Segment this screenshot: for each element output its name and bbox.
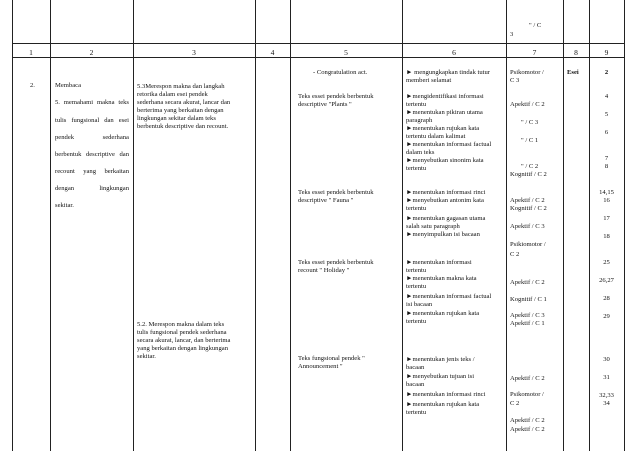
- c9-number: 5: [604, 111, 609, 118]
- c7-line: C 2: [510, 400, 520, 407]
- c6-line: ►menentukan informasi factual: [406, 293, 492, 300]
- c6-line: ►menentukan informasi: [406, 259, 472, 266]
- c6-line: tertentu: [406, 267, 427, 274]
- c7-line: Psikomotor /: [510, 391, 544, 398]
- c5-line: recount " Holiday ": [298, 267, 350, 274]
- bentuk-soal: Esei: [567, 69, 579, 76]
- c9-number: 14,15: [599, 189, 614, 196]
- c5-line: Teks fungsional pendek ": [298, 355, 365, 362]
- c6-line: tertentu dalam kalimat: [406, 133, 466, 140]
- c3-line: berbentuk descriptive dan recount.: [137, 123, 229, 130]
- col-number-2: 2: [89, 48, 94, 57]
- c3-line: tulis fungsional pendek sederhana: [137, 329, 227, 336]
- col-number-5: 5: [344, 48, 348, 57]
- c9-number: 30: [603, 356, 610, 363]
- c6-line: ►menyebutkan tujuan isi: [406, 373, 475, 380]
- c6-line: tertentu: [406, 283, 427, 290]
- c7-line: " / C 1: [521, 137, 539, 144]
- c5-line: Teks essei pendek berbentuk: [298, 189, 374, 196]
- c9-number: 16: [603, 197, 610, 204]
- col-number-9: 9: [604, 48, 609, 57]
- c6-line: tertentu: [406, 205, 427, 212]
- row-number: 2.: [30, 82, 35, 89]
- c7-line: Apektif / C 2: [510, 417, 545, 424]
- c7-line: " / C 2: [521, 163, 539, 170]
- c2-line: dengan lingkungan: [55, 185, 129, 192]
- c7-line: Apektif / C 2: [510, 426, 545, 433]
- c9-number: 32,33: [599, 392, 614, 399]
- top-cell-c7-line2: 3: [510, 31, 514, 38]
- c9-number: 7: [604, 155, 609, 162]
- c7-line: Psikomotor /: [510, 69, 544, 76]
- c7-line: C 3: [510, 77, 520, 84]
- c7-line: Psikiomotor /: [510, 241, 546, 248]
- c3-line: retorika dalam esei pendek: [137, 91, 208, 98]
- c6-line: dalam teks: [406, 149, 435, 156]
- c7-line: Apektif / C 2: [510, 279, 545, 286]
- c5-line: descriptive " Fauna ": [298, 197, 354, 204]
- c3-line: yang berkaitan dengan lingkungan: [137, 345, 229, 352]
- c6-line: ►menyebutkan sinonim kata: [406, 157, 484, 164]
- c9-number: 29: [603, 313, 610, 320]
- col-number-3: 3: [192, 48, 196, 57]
- c5-line: descriptive "Plants ": [298, 101, 352, 108]
- c3-line: 5.2. Merespon makna dalam teks: [137, 321, 225, 328]
- c6-line: ►menentukan pikiran utama: [406, 109, 483, 116]
- c6-line: ►menentukan informasi factual: [406, 141, 492, 148]
- c6-line: ►mengidentifikasi informasi: [406, 93, 484, 100]
- c6-line: tertentu: [406, 165, 427, 172]
- c6-line: ►menentukan makna kata: [406, 275, 477, 282]
- c6-line: salah satu paragraph: [406, 223, 460, 230]
- c6-line: memberi selamat: [406, 77, 452, 84]
- col-number-8: 8: [574, 48, 578, 57]
- c2-line: sekitar.: [55, 202, 74, 209]
- c5-congrat: - Congratulation act.: [313, 69, 368, 76]
- col-number-6: 6: [452, 48, 456, 57]
- c9-number: 25: [603, 259, 610, 266]
- c7-line: Apektif / C 2: [510, 375, 545, 382]
- c7-line: Apektif / C 2: [510, 101, 545, 108]
- c7-line: Kognitif / C 1: [510, 296, 547, 303]
- c2-line: Membaca: [55, 82, 81, 89]
- c7-line: Apektif / C 3: [510, 312, 545, 319]
- c6-line: tertentu: [406, 409, 427, 416]
- c2-line: recount yang berkaitan: [55, 168, 129, 175]
- c9-number: 4: [604, 93, 609, 100]
- c6-line: ►menentukan rujukan kata: [406, 125, 480, 132]
- c3-line: berterima yang berkaitan dengan: [137, 107, 224, 114]
- c3-line: sederhana secara akurat, lancar dan: [137, 99, 231, 106]
- c6-line: ►menyebutkan antonim kata: [406, 197, 484, 204]
- c6-line: bacaan: [406, 381, 425, 388]
- c5-line: Announcement ": [298, 363, 343, 370]
- c6-line: tertentu: [406, 101, 427, 108]
- c9-number: 6: [604, 129, 609, 136]
- col-number-7: 7: [532, 48, 537, 57]
- c9-number: 26,27: [599, 277, 614, 284]
- c9-number: 8: [604, 163, 609, 170]
- c7-line: C 2: [510, 251, 520, 258]
- c6-line: ►menentukan rujukan kata: [406, 401, 480, 408]
- c9-number: 18: [603, 233, 610, 240]
- c7-line: Kognitif / C 2: [510, 171, 547, 178]
- c9-number: 31: [603, 374, 610, 381]
- c6-line: ►menentukan informasi rinci: [406, 391, 486, 398]
- c6-line: ►menentukan gagasan utama: [406, 215, 486, 222]
- col-number-4: 4: [270, 48, 275, 57]
- c7-line: Apektif / C 2: [510, 197, 545, 204]
- c3-line: secara akurat, lancar, dan berterima: [137, 337, 231, 344]
- c9-number: 2: [604, 69, 609, 76]
- c2-line: tulis fungsional dan esei: [55, 117, 129, 124]
- c7-line: Kognitif / C 2: [510, 205, 547, 212]
- c9-number: 28: [603, 295, 610, 302]
- c5-line: Teks essei pendek berbentuk: [298, 259, 374, 266]
- c6-line: isi bacaan: [406, 301, 433, 308]
- col-number-1: 1: [29, 48, 33, 57]
- c7-line: Apektif / C 3: [510, 223, 545, 230]
- c6-line: paragraph: [406, 117, 433, 124]
- top-cell-c7-line1: " / C: [529, 22, 542, 29]
- c6-line: bacaan: [406, 364, 425, 371]
- c2-line: 5. memahami makna teks: [55, 99, 129, 106]
- c3-line: sekitar.: [137, 353, 156, 360]
- c6-line: ►menyimpulkan isi bacaan: [406, 231, 480, 238]
- c9-number: 17: [603, 215, 610, 222]
- c6-line: ►menentukan informasi rinci: [406, 189, 486, 196]
- c9-number: 34: [603, 400, 610, 407]
- c6-line: ► mengungkapkan tindak tutur: [406, 69, 490, 76]
- c2-line: berbentuk descriptive dan: [55, 151, 129, 158]
- c6-line: tertentu: [406, 318, 427, 325]
- c6-line: ►menentukan rujukan kata: [406, 310, 480, 317]
- c7-line: " / C 3: [521, 119, 539, 126]
- c2-line: pendek sederhana: [55, 134, 129, 141]
- c5-line: Teks essei pendek berbentuk: [298, 93, 374, 100]
- c3-line: 5.3Merespon makna dan langkah: [137, 83, 225, 90]
- c3-line: lingkungan sekitar dalam teks: [137, 115, 216, 122]
- c7-line: Apektif / C 1: [510, 320, 545, 327]
- c6-line: ►menentukan jenis teks /: [406, 356, 475, 363]
